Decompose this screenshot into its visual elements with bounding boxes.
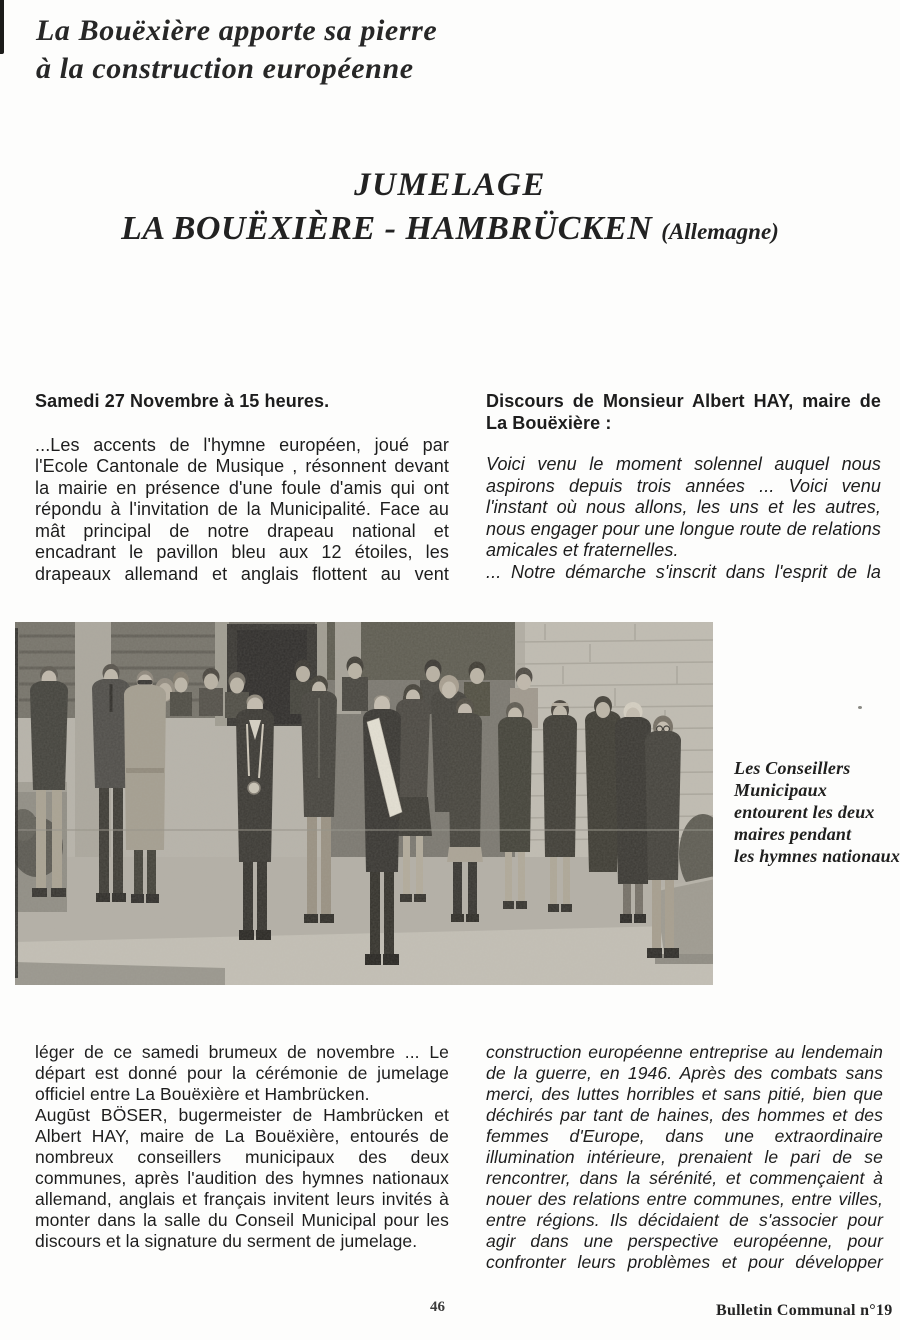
heading-towns: LA BOUËXIÈRE - HAMBRÜCKEN (121, 210, 653, 247)
group-photo (15, 622, 713, 985)
speech-paragraph-2: ... Notre démarche s'inscrit dans l'esprit de la (486, 561, 881, 582)
paragraph-mayors: Augūst BÖSER, bugermeister de Hambrücken et Albert HAY, maire de La Bouëxière, entourés de nombreux conseillers municipaux des deux communes, après l'audition des hymnes nationaux allemand, anglais et français invitent leurs invités à monter dans la salle du Conseil Municipal pour les discours et la signature du serment de jumelage. (35, 1105, 449, 1251)
photo-caption (734, 757, 900, 867)
caption-line: les hymnes nationaux (734, 846, 900, 866)
caption-line: maires pendant (734, 824, 852, 844)
column-bottom-left (35, 1042, 449, 1252)
heading-line1: JUMELAGE (354, 167, 546, 203)
scan-edge-artifact (0, 0, 4, 54)
speech-intro: Discours de Monsieur Albert HAY, maire de La Bouëxière : (486, 391, 881, 433)
heading-country: (Allemagne) (661, 219, 779, 244)
scan-speck (858, 706, 862, 709)
column-bottom-right (486, 1042, 883, 1273)
bulletin-reference: Bulletin Communal n°19 (716, 1302, 893, 1319)
caption-line: Les Conseillers (734, 758, 851, 778)
paragraph-ceremony-start: ...Les accents de l'hymne européen, joué par l'Ecole Cantonale de Musique , résonnent devant la mairie en présence d'une foule d'amis qui ont répondu à l'invitation de la Municipalité. Face au mât principal de notre drapeau national et encadrant le pavillon bleu aux 12 étoiles, les drapeaux allemand et anglais flottent au vent (35, 434, 449, 584)
group-photo-image (15, 622, 713, 985)
jumelage-heading (0, 164, 900, 255)
article-title-line2: à la construction européenne (36, 52, 414, 85)
column-top-left (35, 391, 449, 585)
caption-line: Municipaux (734, 780, 828, 800)
speech-paragraph-1: Voici venu le moment solennel auquel nous aspirons depuis trois années ... Voici venu l'instant où nous allons, les uns et les autres, nous engager pour une longue route de relations amicales et fraternelles. (486, 454, 881, 560)
page-number: 46 (430, 1299, 445, 1315)
article-title (36, 12, 437, 88)
caption-line: entourent les deux (734, 802, 875, 822)
date-line: Samedi 27 Novembre à 15 heures. (35, 391, 330, 411)
paragraph-departure: léger de ce samedi brumeux de novembre ... Le départ est donné pour la cérémonie de jumelage officiel entre La Bouëxière et Hambrücken. (35, 1042, 449, 1104)
column-top-right (486, 391, 881, 583)
speech-paragraph-3: construction européenne entreprise au lendemain de la guerre, en 1946. Après des combats sans merci, des luttes horribles et sans pitié, bien que déchirés par tant de haines, des hommes et des femmes d'Europe, dans une extraordinaire illumination intérieure, prenaient le pari de se rencontrer, dans la sérénité, et commençaient à nouer des relations entre communes, entre villes, entre régions. Ils décidaient de s'associer pour agir dans une perspective européenne, pour confronter leurs problèmes et pour développer (486, 1042, 883, 1272)
heading-line2 (0, 206, 900, 255)
article-title-line1: La Bouëxière apporte sa pierre (36, 14, 438, 47)
